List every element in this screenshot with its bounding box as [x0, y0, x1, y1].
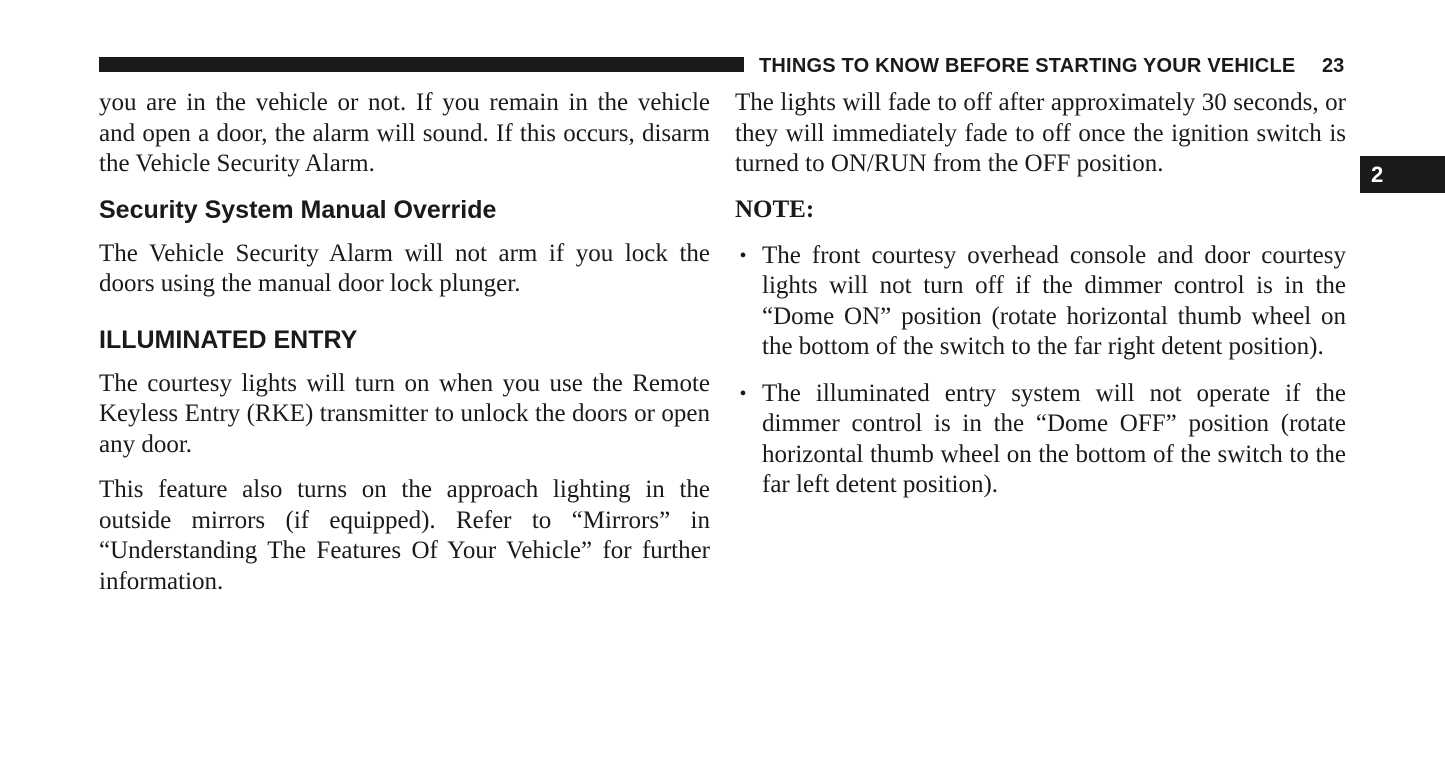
- note-label: NOTE:: [735, 195, 815, 223]
- bullet-icon: •: [739, 244, 747, 267]
- note-text: The front courtesy overhead console and door courtesy lights will not turn off if the dimmer control is in the “Dome ON” position (rotate horizontal thumb wheel on the bottom of the switch to the far right detent position).: [762, 241, 1346, 360]
- note-item: [735, 241, 1346, 363]
- note-list: [735, 241, 1346, 501]
- manual-override-heading: Security System Manual Override: [99, 195, 497, 224]
- illuminated-entry-heading: ILLUMINATED ENTRY: [99, 325, 358, 354]
- bullet-icon: •: [739, 382, 747, 405]
- right-column: [735, 88, 1346, 517]
- header-rule: [99, 57, 744, 72]
- continued-paragraph: you are in the vehicle or not. If you remain in the vehicle and open a door, the alarm will sound. If this occurs, disarm the Vehicle Security Alarm.: [99, 89, 710, 177]
- lights-fade-paragraph: The lights will fade to off after approximately 30 seconds, or they will immediately fade to off once the ignition switch is turned to ON/RUN from the OFF position.: [735, 89, 1346, 177]
- page-number: 23: [1322, 55, 1345, 77]
- illuminated-entry-paragraph: The courtesy lights will turn on when you use the Remote Keyless Entry (RKE) transmitter to unlock the doors or open any door.: [99, 369, 710, 458]
- manual-override-text: The Vehicle Security Alarm will not arm if you lock the doors using the manual door lock plunger.: [99, 239, 710, 297]
- chapter-tab-label: 2: [1371, 162, 1384, 187]
- chapter-tab: [1360, 156, 1445, 193]
- approach-lighting-paragraph: This feature also turns on the approach lighting in the outside mirrors (if equipped). Refer to “Mirrors” in “Understanding The Features Of Your Vehicle” for further information.: [99, 476, 710, 595]
- note-text: The illuminated entry system will not operate if the dimmer control is in the “Dome OFF” position (rotate horizontal thumb wheel on the bottom of the switch to the far left detent position).: [762, 379, 1346, 498]
- note-item: [735, 379, 1346, 501]
- left-column: [99, 88, 710, 612]
- running-header-title: THINGS TO KNOW BEFORE STARTING YOUR VEHICLE: [759, 55, 1296, 77]
